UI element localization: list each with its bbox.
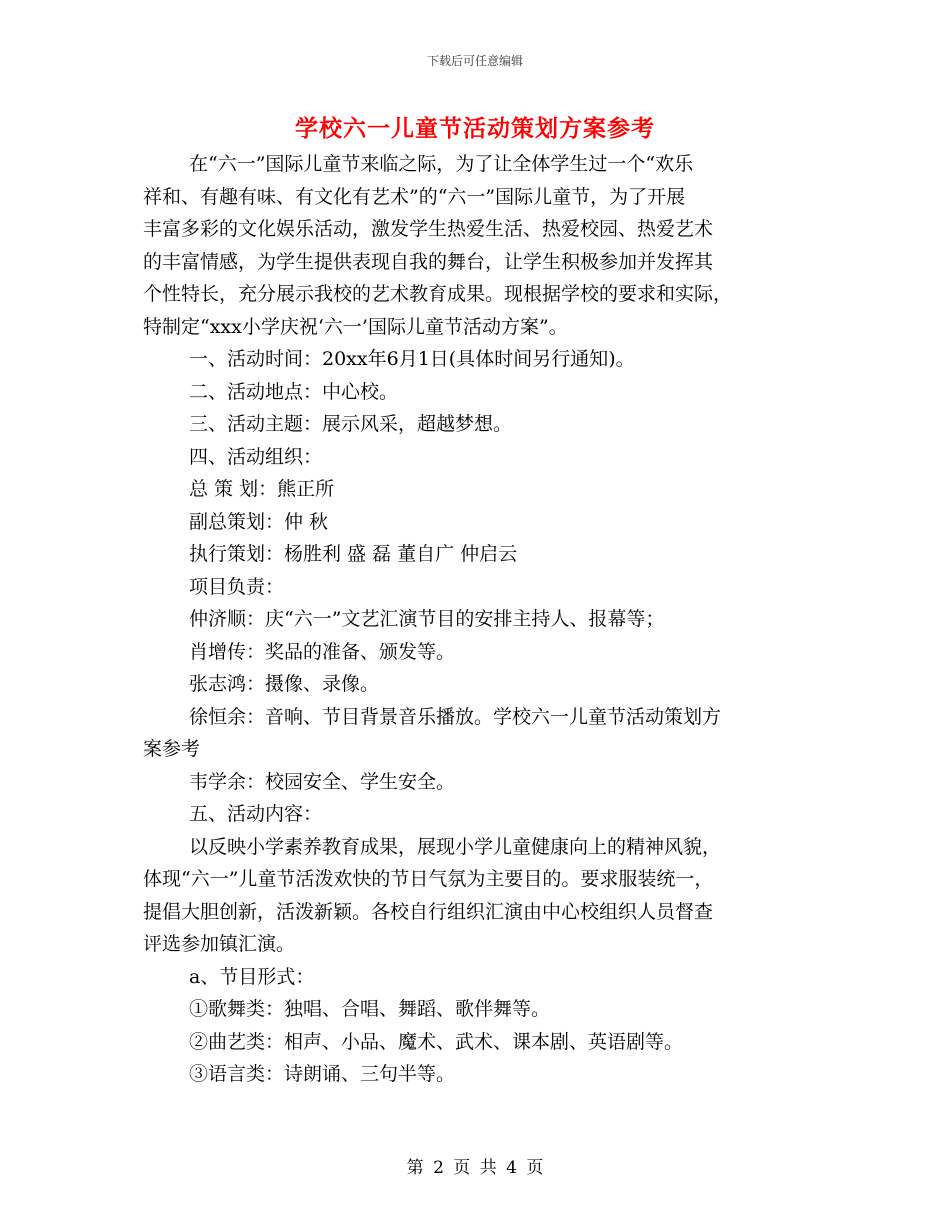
chief-planner: 总 策 划：熊正所: [189, 478, 335, 500]
project-lead-item: 韦学余：校园安全、学生安全。: [189, 770, 456, 793]
project-lead-item: 徐恒余：音响、节目背景音乐播放。学校六一儿童节活动策划方: [189, 705, 722, 728]
project-leads-heading: 项目负责：: [189, 575, 285, 598]
page-number: 第 2 页 共 4 页: [406, 1158, 544, 1178]
activity-content-heading: 五、活动内容：: [189, 803, 323, 825]
intro-line: 在“六一”国际儿童节来临之际，为了让全体学生过一个“欢乐: [189, 153, 694, 175]
program-form-heading: a、节目形式：: [189, 965, 315, 988]
document-title: 学校六一儿童节活动策划方案参考: [295, 115, 655, 142]
activity-theme: 三、活动主题：展示风采，超越梦想。: [189, 413, 513, 435]
document-body: [143, 148, 807, 1091]
page-header-note: 下载后可任意编辑: [426, 54, 523, 68]
project-lead-item: 张志鸿：摄像、录像。: [189, 673, 380, 695]
intro-line: 祥和、有趣有味、有文化有艺术”的“六一”国际儿童节，为了开展: [143, 185, 686, 208]
program-form-item: ③语言类：诗朗诵、三句半等。: [189, 1063, 456, 1085]
content-line: 以反映小学素养教育成果，展现小学儿童健康向上的精神风貌，: [189, 835, 722, 858]
program-form-item: ①歌舞类：独唱、合唱、舞蹈、歌伴舞等。: [189, 998, 551, 1020]
executive-planners: 执行策划：杨胜利 盛 磊 董自广 仲启云: [189, 543, 518, 565]
project-lead-item-continued: 案参考: [143, 738, 201, 760]
intro-line: 特制定“xxx小学庆祝‘六一’国际儿童节活动方案”。: [143, 315, 568, 338]
program-form-item: ②曲艺类：相声、小品、魔术、武术、课本剧、英语剧等。: [189, 1030, 684, 1053]
project-lead-item: 仲济顺：庆“六一”文艺汇演节目的安排主持人、报幕等；: [189, 608, 665, 630]
content-line: 提倡大胆创新，活泼新颖。各校自行组织汇演由中心校组织人员督查: [143, 900, 714, 923]
activity-organization: 四、活动组织：: [189, 445, 323, 468]
activity-place: 二、活动地点：中心校。: [189, 380, 399, 403]
vice-planner: 副总策划：仲 秋: [189, 510, 329, 533]
intro-line: 个性特长，充分展示我校的艺术教育成果。现根据学校的要求和实际，: [143, 283, 733, 305]
intro-line: 的丰富情感，为学生提供表现自我的舞台，让学生积极参加并发挥其: [143, 250, 714, 273]
project-lead-item: 肖增传：奖品的准备、颁发等。: [189, 640, 456, 663]
content-line: 体现“六一”儿童节活泼欢快的节日气氛为主要目的。要求服装统一，: [143, 868, 714, 890]
intro-line: 丰富多彩的文化娱乐活动，激发学生热爱生活、热爱校园、热爱艺术: [143, 218, 714, 240]
content-line: 评选参加镇汇演。: [143, 933, 296, 955]
activity-time: 一、活动时间：20xx年6月1日(具体时间另行通知)。: [189, 348, 635, 370]
